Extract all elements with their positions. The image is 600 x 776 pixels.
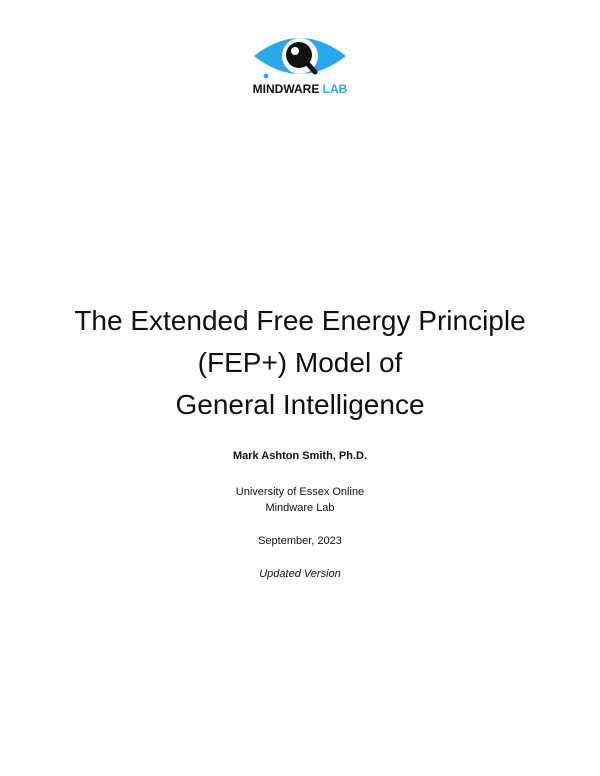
eye-magnifier-icon <box>252 32 348 82</box>
author-name: Mark Ashton Smith, Ph.D. <box>232 450 368 462</box>
publication-date: September, 2023 <box>258 535 342 547</box>
logo-word-lab: LAB <box>322 82 348 96</box>
title-line-3: General Intelligence <box>175 389 425 420</box>
title-line-2: (FEP+) Model of <box>197 347 403 378</box>
affiliation <box>0 484 600 516</box>
logo-wordmark <box>250 82 350 96</box>
affiliation-line-1: University of Essex Online <box>235 486 365 498</box>
affiliation-line-2: Mindware Lab <box>265 502 335 514</box>
document-title <box>40 300 560 426</box>
logo-word-mindware: MINDWARE <box>252 82 320 96</box>
title-line-1: The Extended Free Energy Principle <box>74 305 526 336</box>
mindware-lab-logo <box>250 32 350 102</box>
version-note: Updated Version <box>259 568 341 580</box>
